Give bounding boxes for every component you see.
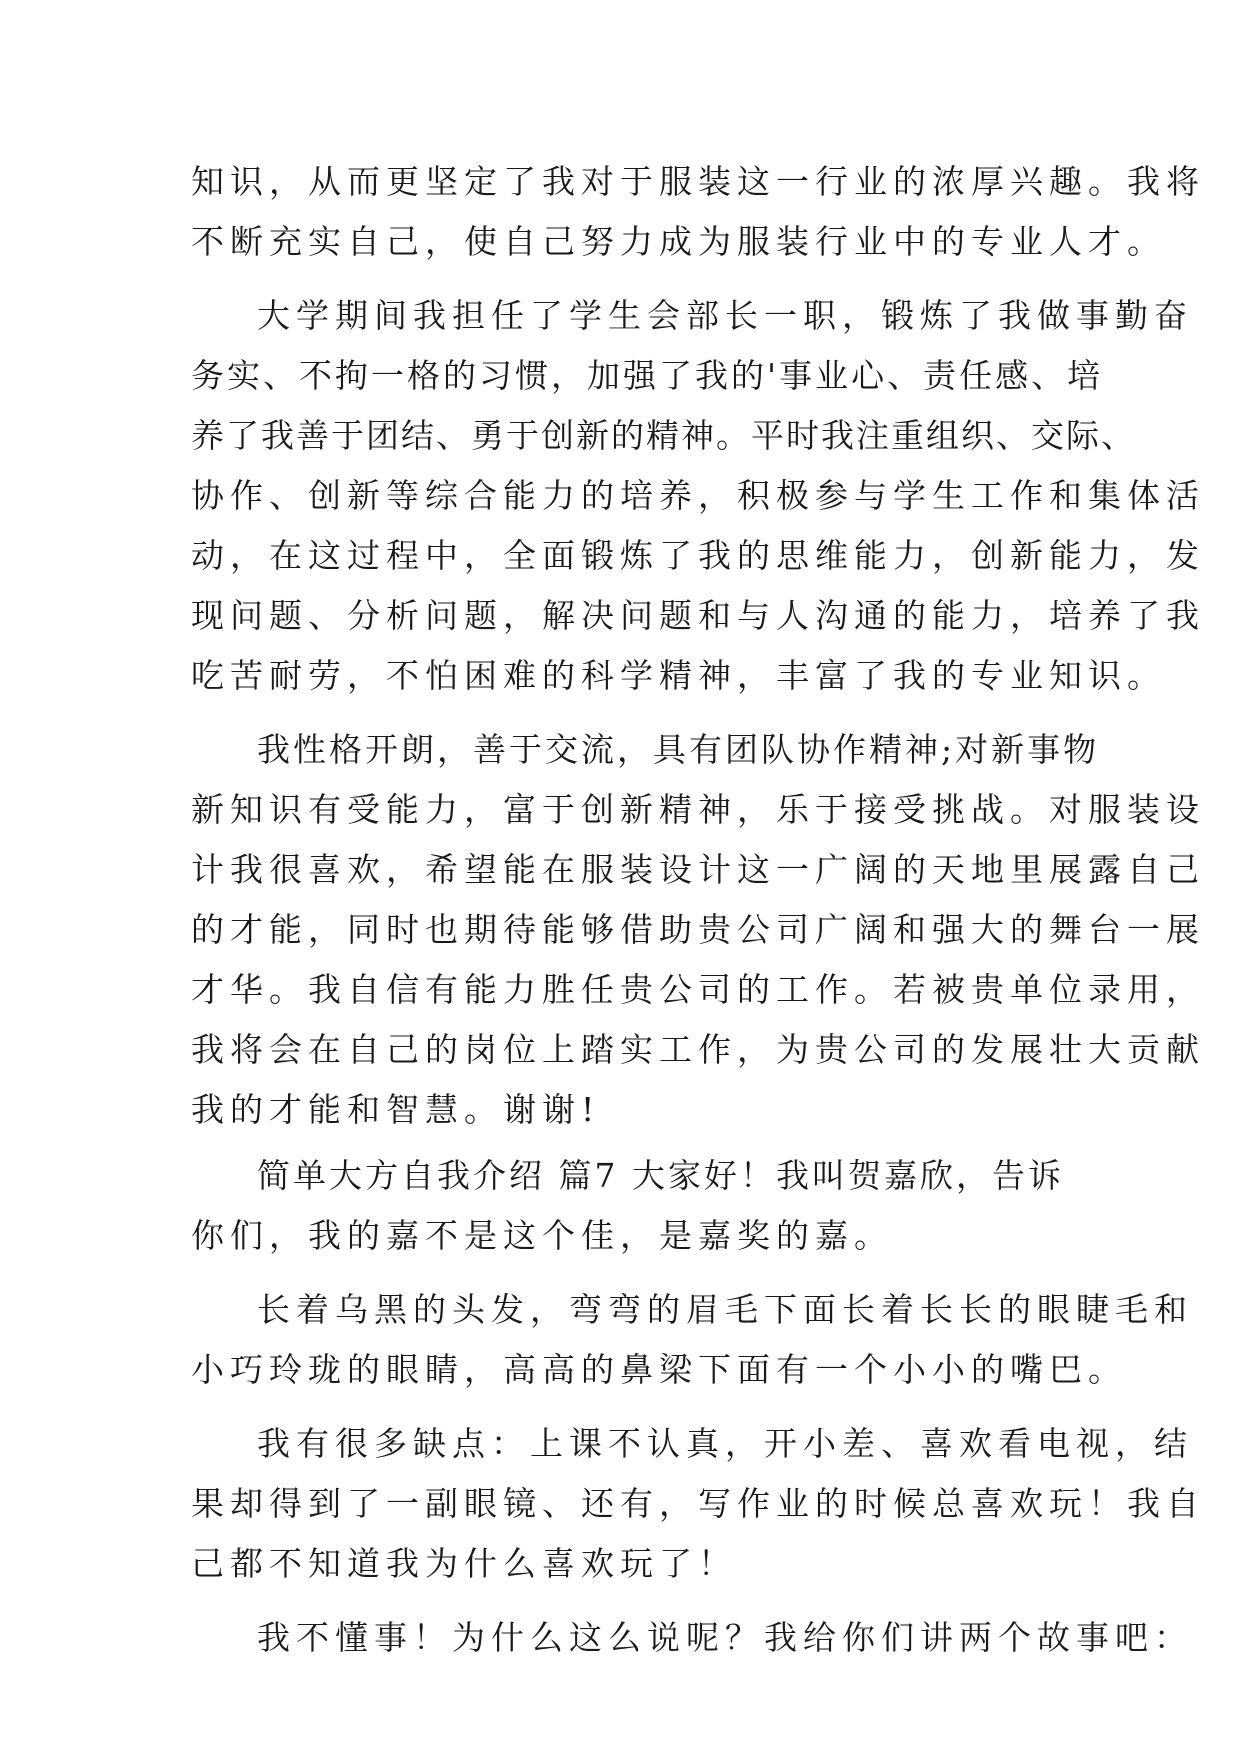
paragraph-start-line: 我性格开朗，善于交流，具有团队协作精神;对新事物: [257, 730, 1100, 769]
text-line: 你们，我的嘉不是这个佳，是嘉奖的嘉。: [191, 1216, 893, 1255]
text-line: 动，在这过程中，全面锻炼了我的思维能力，创新能力，发: [191, 536, 1205, 575]
text-line: 知识，从而更坚定了我对于服装这一行业的浓厚兴趣。我将: [191, 162, 1205, 201]
text-line: 现问题、分析问题，解决问题和与人沟通的能力，培养了我: [191, 596, 1205, 635]
paragraph-start-line: 长着乌黑的头发，弯弯的眉毛下面长着长长的眼睫毛和: [257, 1290, 1193, 1329]
text-line: 协作、创新等综合能力的培养，积极参与学生工作和集体活: [191, 476, 1205, 515]
text-line: 果却得到了一副眼镜、还有，写作业的时候总喜欢玩！我自: [191, 1484, 1205, 1523]
text-line: 养了我善于团结、勇于创新的精神。平时我注重组织、交际、: [191, 416, 1136, 455]
section-heading-line: 简单大方自我介绍 篇7 大家好！我叫贺嘉欣，告诉: [257, 1156, 1064, 1195]
text-line: 小巧玲珑的眼睛，高高的鼻梁下面有一个小小的嘴巴。: [191, 1350, 1127, 1389]
text-line: 不断充实自己，使自己努力成为服装行业中的专业人才。: [191, 222, 1166, 261]
paragraph-start-line: 我有很多缺点：上课不认真，开小差、喜欢看电视，结: [257, 1424, 1193, 1463]
paragraph-start-line: 大学期间我担任了学生会部长一职，锻炼了我做事勤奋: [257, 296, 1193, 335]
text-line: 己都不知道我为什么喜欢玩了！: [191, 1544, 737, 1583]
text-line: 计我很喜欢，希望能在服装设计这一广阔的天地里展露自己: [191, 850, 1205, 889]
body-text: [191, 152, 1205, 1668]
text-line: 我将会在自己的岗位上踏实工作，为贵公司的发展壮大贡献: [191, 1030, 1205, 1069]
paragraph-start-line: 我不懂事！为什么这么说呢？我给你们讲两个故事吧：: [257, 1618, 1193, 1657]
text-line: 才华。我自信有能力胜任贵公司的工作。若被贵单位录用，: [191, 970, 1205, 1009]
text-line: 的才能，同时也期待能够借助贵公司广阔和强大的舞台一展: [191, 910, 1205, 949]
text-line: 务实、不拘一格的习惯，加强了我的'事业心、责任感、培: [191, 356, 1104, 395]
text-line: 我的才能和智慧。谢谢!: [191, 1090, 601, 1129]
text-line: 吃苦耐劳，不怕困难的科学精神，丰富了我的专业知识。: [191, 656, 1166, 695]
text-line: 新知识有受能力，富于创新精神，乐于接受挑战。对服装设: [191, 790, 1205, 829]
